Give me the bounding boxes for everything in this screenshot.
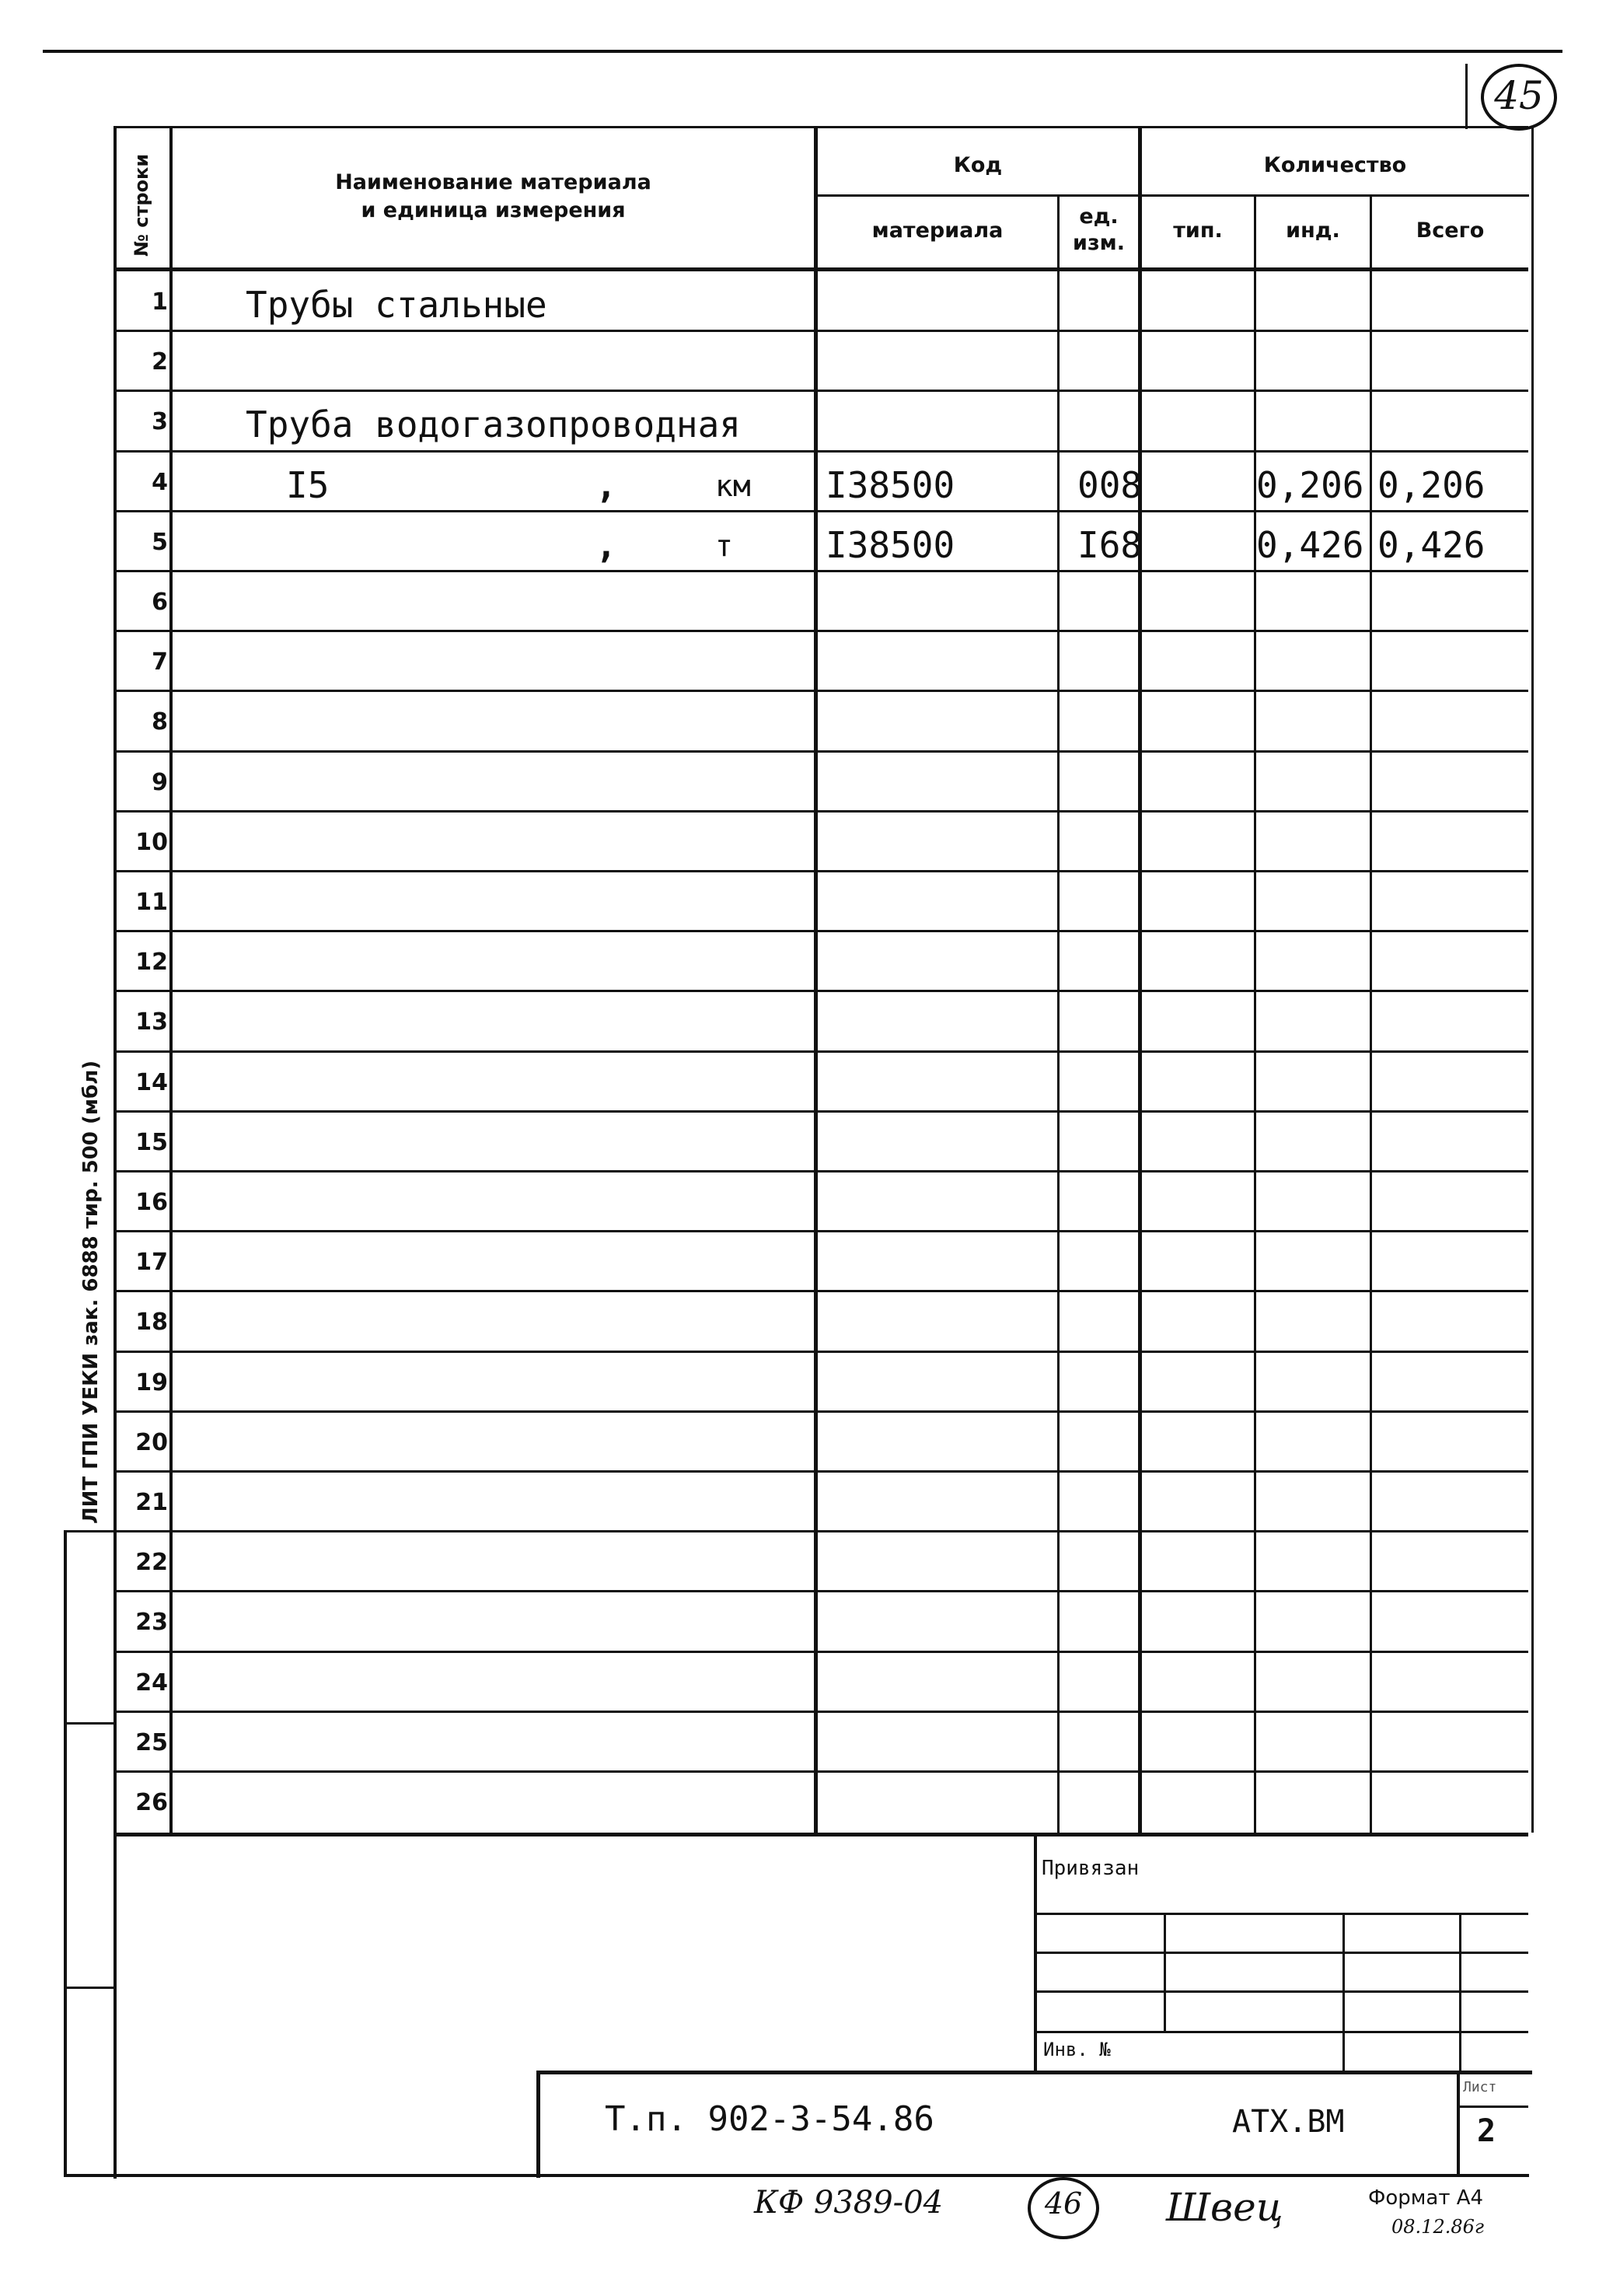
row-divider — [113, 1230, 1528, 1232]
signature: Швец — [1166, 2185, 1283, 2230]
row-divider — [113, 450, 1528, 453]
side-strip-mark2 — [64, 1987, 115, 1989]
col-sep-ind — [1370, 194, 1372, 1835]
attach-row3 — [1034, 1990, 1528, 1993]
row-number: 7 — [152, 648, 168, 676]
header-mid-border — [814, 194, 1529, 197]
row-divider — [113, 990, 1528, 992]
attached-label: Привязан — [1042, 1857, 1140, 1880]
row-number: 6 — [152, 589, 168, 616]
row-divider — [113, 870, 1528, 872]
header-qty-typ: тип. — [1173, 218, 1223, 243]
row-divider — [113, 1770, 1528, 1773]
row-divider — [113, 570, 1528, 572]
row-divider — [113, 1470, 1528, 1473]
col-sep-unit — [1138, 126, 1142, 1835]
row-code: I38500 — [826, 524, 955, 566]
header-bottom-border — [113, 267, 1528, 271]
row-qty-total: 0,206 — [1377, 464, 1486, 506]
row-number: 14 — [135, 1069, 168, 1096]
row-number: 4 — [152, 469, 168, 496]
row-divider — [113, 930, 1528, 932]
header-qty-ind: инд. — [1286, 218, 1340, 243]
attach-col3 — [1459, 1913, 1461, 2072]
header-quantity: Количество — [1263, 153, 1407, 177]
header-row-no: № строки — [131, 153, 152, 257]
attach-row1 — [1034, 1913, 1528, 1915]
bottom-number: 46 — [1044, 2186, 1083, 2221]
row-number: 2 — [152, 348, 168, 376]
row-number: 22 — [135, 1549, 168, 1576]
row-number: 25 — [135, 1729, 168, 1756]
row-qty-ind: 0,426 — [1256, 524, 1364, 566]
row-unit-code: 008 — [1077, 464, 1143, 506]
print-stamp: ЛИТ ГПИ УЕКИ зак. 6888 тир. 500 (мбл) — [79, 1060, 103, 1524]
row-divider — [113, 1290, 1528, 1292]
row-divider — [113, 1651, 1528, 1653]
sheet-label-border — [1457, 2106, 1528, 2108]
attach-row2 — [1034, 1952, 1528, 1954]
row-number: 15 — [135, 1129, 168, 1156]
row-divider — [113, 510, 1528, 512]
row-divider — [113, 1590, 1528, 1592]
header-code-unit-2: изм. — [1073, 231, 1125, 255]
row-divider — [113, 750, 1528, 753]
page-number-stamp — [1481, 64, 1557, 131]
format-label: Формат А4 — [1368, 2186, 1484, 2210]
side-strip-mark1 — [64, 1722, 115, 1725]
sheet-col-border — [1457, 2071, 1460, 2174]
bottom-number-stamp — [1028, 2177, 1099, 2239]
row-mark: , — [595, 464, 617, 506]
row-number: 5 — [152, 529, 168, 556]
inv-label: Инв. № — [1043, 2039, 1111, 2060]
attach-col2 — [1342, 1913, 1345, 2072]
row-unit-code: I68 — [1077, 524, 1143, 566]
row-divider — [113, 690, 1528, 692]
sheet-number: 2 — [1477, 2113, 1496, 2149]
row-number: 26 — [135, 1789, 168, 1816]
row-number: 21 — [135, 1489, 168, 1516]
col-sep-typ — [1254, 194, 1256, 1835]
row-divider — [113, 1050, 1528, 1053]
header-code-unit-1: ед. — [1079, 204, 1119, 229]
header-name-line1: Наименование материала — [335, 170, 651, 194]
stamp-divider — [1465, 64, 1468, 129]
project-code: Т.п. 902-3-54.86 — [605, 2099, 934, 2139]
side-strip-top — [64, 1530, 115, 1532]
row-divider — [113, 630, 1528, 632]
sheet-label: Лист — [1463, 2079, 1497, 2095]
table-top-border — [113, 126, 1528, 128]
col-sep-no — [169, 126, 173, 1835]
row-name: I5 — [286, 464, 330, 506]
header-code-material: материала — [871, 218, 1004, 243]
row-number: 9 — [152, 769, 168, 796]
spec-table — [113, 126, 1534, 1833]
row-unit: км — [715, 469, 751, 503]
row-qty-total: 0,426 — [1377, 524, 1486, 566]
col-sep-code — [1057, 194, 1060, 1835]
row-divider — [113, 810, 1528, 813]
table-bottom-border — [113, 1833, 1528, 1836]
row-number: 13 — [135, 1008, 168, 1036]
row-name: Трубы стальные — [246, 284, 547, 326]
row-divider — [113, 1530, 1528, 1532]
header-name-line2: и единица измерения — [361, 198, 626, 222]
copy-number: КФ 9389-04 — [754, 2185, 944, 2221]
row-number: 18 — [135, 1309, 168, 1336]
row-number: 20 — [135, 1429, 168, 1456]
row-divider — [113, 390, 1528, 392]
row-number: 8 — [152, 708, 168, 736]
row-divider — [113, 1410, 1528, 1413]
bottom-left-border — [113, 1833, 117, 2179]
attach-col1 — [1164, 1913, 1166, 2031]
row-name: Труба водогазопроводная — [246, 404, 741, 446]
row-number: 23 — [135, 1609, 168, 1636]
row-number: 19 — [135, 1369, 168, 1396]
header-code: Код — [953, 153, 1003, 177]
row-divider — [113, 1351, 1528, 1353]
row-number: 17 — [135, 1249, 168, 1276]
row-mark: , — [595, 524, 617, 566]
row-number: 11 — [135, 889, 168, 916]
header-qty-total: Всего — [1416, 218, 1485, 243]
row-number: 12 — [135, 949, 168, 976]
row-number: 3 — [152, 408, 168, 435]
row-number: 24 — [135, 1669, 168, 1697]
top-rule — [43, 50, 1562, 53]
row-unit: т — [715, 529, 733, 563]
row-divider — [113, 1110, 1528, 1113]
row-divider — [113, 1170, 1528, 1172]
side-strip-line — [64, 1530, 67, 2175]
row-divider — [113, 1711, 1528, 1713]
date-note: 08.12.86г — [1391, 2216, 1485, 2238]
row-code: I38500 — [826, 464, 955, 506]
row-qty-ind: 0,206 — [1256, 464, 1364, 506]
row-divider — [113, 330, 1528, 332]
page-number: 45 — [1494, 73, 1544, 118]
row-number: 16 — [135, 1189, 168, 1216]
row-number: 10 — [135, 829, 168, 856]
row-number: 1 — [152, 288, 168, 316]
attach-row4 — [1034, 2031, 1528, 2033]
col-sep-name — [814, 126, 818, 1835]
doc-code: АТХ.ВМ — [1232, 2104, 1345, 2140]
